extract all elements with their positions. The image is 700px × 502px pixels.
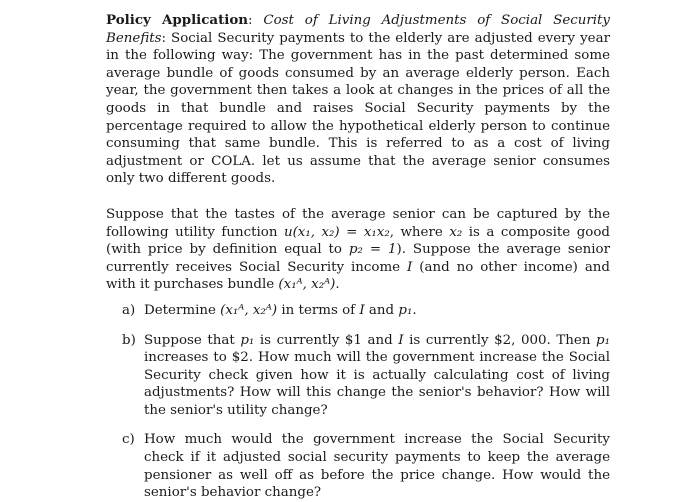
- question-c: [106, 431, 610, 501]
- p2-text-3: is a composite good (with price by definition equal to: [106, 224, 611, 258]
- qa-text-4: .: [412, 302, 417, 318]
- p2-text-6: .: [335, 277, 340, 293]
- paragraph-policy-application: [106, 12, 610, 188]
- qb-p1-again-math: p₁: [596, 332, 610, 348]
- question-label: a): [122, 302, 136, 318]
- question-body: How much would the government increase the Social Security check if it adjusted social security payments to keep the average pensioner as well off as before the price change. How would the senior's behavior change?: [144, 432, 610, 501]
- p2-text-1: Suppose that the tastes of the average senior can be captured by the following utility function: [106, 206, 610, 240]
- p2-equation-math: p₂ = 1: [348, 242, 397, 258]
- qa-text-1: Determine: [144, 302, 221, 318]
- p2-text-4: ). Suppose the average senior currently receives Social Security income: [106, 242, 610, 275]
- question-list: [106, 302, 610, 502]
- qa-text-3: and: [364, 302, 399, 318]
- qa-p1-math: p₁: [398, 302, 413, 318]
- section-title: Policy Application: [106, 12, 249, 28]
- p2-text-5: (and no other income) and with it purchases bundle: [106, 259, 611, 293]
- x2-math: x₂: [449, 224, 463, 240]
- subtitle-colon: :: [161, 30, 167, 46]
- utility-function-math: u(x₁, x₂) = x₁x₂: [283, 224, 390, 240]
- bundle-math: (x₁ᴬ, x₂ᴬ): [278, 277, 336, 293]
- paragraph1-text: Social Security payments to the elderly are adjusted every year in the following way: The government has in the past determined some average bundle of goods consumed by an average elderly person. Each year, the government then takes a look at changes in the prices of all the goods in that bundle and raises Social Security payments by the percentage required to allow the hypothetical elderly person to continue consuming that same bundle. This is referred to as a cost of living adjustment or COLA. let us assume that the average senior consumes only two different goods.: [106, 30, 610, 187]
- qb-text-1: Suppose that: [144, 332, 241, 348]
- paragraph-utility-setup: [106, 206, 610, 294]
- question-body: [144, 302, 610, 320]
- question-label: c): [122, 432, 135, 448]
- question-body: [144, 332, 610, 420]
- p2-text-2: , where: [389, 224, 450, 240]
- income-math: I: [407, 259, 413, 275]
- question-b: [106, 332, 610, 420]
- title-colon: :: [248, 13, 264, 28]
- question-a: [106, 302, 610, 320]
- qb-text-4: increases to $2. How much will the government increase the Social Security check given how it is actually calculating cost of living adjustments? How will this change the senior's behavior? How will the senior's utility change?: [144, 350, 610, 418]
- document-page: [106, 12, 610, 502]
- qa-income-math: I: [359, 302, 365, 318]
- qb-text-3: is currently $2, 000. Then: [403, 332, 597, 348]
- qb-income-math: I: [398, 332, 404, 348]
- qb-text-2: is currently $1 and: [254, 332, 399, 348]
- qa-text-2: in terms of: [277, 302, 360, 318]
- qa-bundle-math: (x₁ᴬ, x₂ᴬ): [220, 302, 278, 318]
- section-subtitle: Cost of Living Adjustments of Social Security Benefits: [106, 13, 610, 46]
- qb-p1-math: p₁: [240, 332, 255, 348]
- question-label: b): [122, 332, 136, 348]
